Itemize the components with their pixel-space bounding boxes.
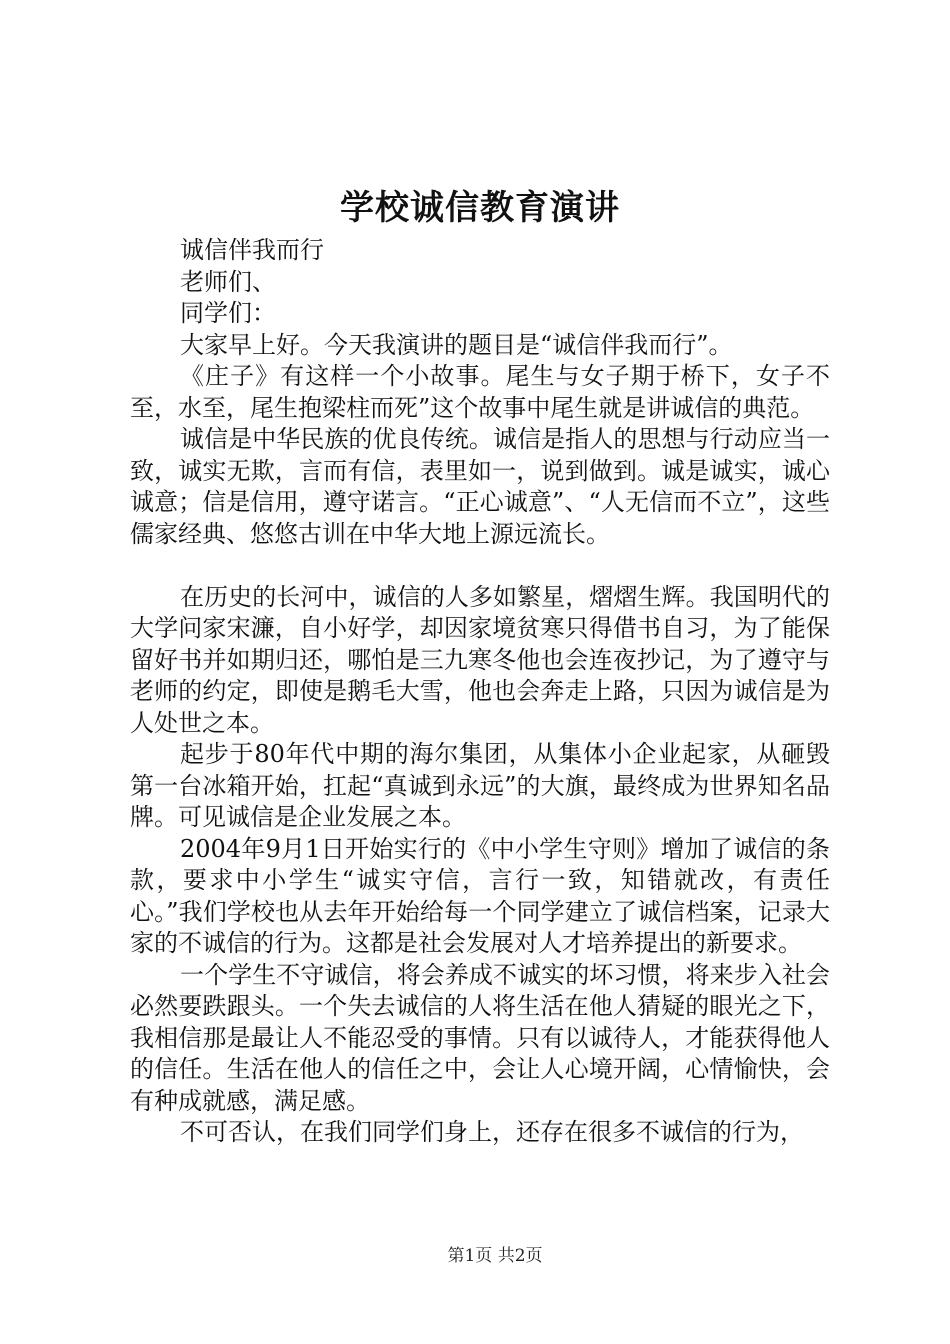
salutation-teachers: 老师们、	[180, 267, 276, 296]
paragraph-greeting: 大家早上好。今天我演讲的题目是“诚信伴我而行”。	[180, 330, 733, 359]
paragraph-tradition: 诚信是中华民族的优良传统。诚信是指人的思想与行动应当一致，诚实无欺，言而有信，表里如一，说到做到。诚是诚实，诚心诚意；信是信用，遵守诺言。“正心诚意”、“人无信而不立”，这些儒家经典、悠悠古训在中华大地上源远流长。	[130, 425, 830, 548]
speech-subtitle: 诚信伴我而行	[180, 236, 324, 264]
page-number-footer: 第1页 共2页	[447, 1246, 543, 1266]
paragraph-student-honesty: 一个学生不守诚信，将会养成不诚实的坏习惯，将来步入社会必然要跌跟头。一个失去诚信的人将生活在他人猜疑的眼光之下，我相信那是最让人不能忍受的事情。只有以诚待人，才能获得他人的信任。生活在他人的信任之中，会让人心境开阔，心情愉快，会有种成就感，满足感。	[130, 960, 830, 1115]
paragraph-history: 在历史的长河中，诚信的人多如繁星，熠熠生辉。我国明代的大学问家宋濂，自小好学，却因家境贫寒只得借书自习，为了能保留好书并如期归还，哪怕是三九寒冬他也会连夜抄记，为了遵守与老师的约定，即使是鹅毛大雪，他也会奔走上路，只因为诚信是为人处世之本。	[130, 582, 830, 737]
document-title: 学校诚信教育演讲	[340, 188, 620, 228]
paragraph-haier: 起步于80年代中期的海尔集团，从集体小企业起家，从砸毁第一台冰箱开始，扛起“真诚到永远”的大旗，最终成为世界知名品牌。可见诚信是企业发展之本。	[130, 740, 830, 831]
salutation-students: 同学们：	[180, 299, 276, 327]
document-body	[130, 235, 830, 1149]
paragraph-zhuangzi: 《庄子》有这样一个小故事。尾生与女子期于桥下，女子不至，水至，尾生抱梁柱而死”这个故事中尾生就是讲诚信的典范。	[130, 362, 830, 422]
paragraph-undeniable: 不可否认，在我们同学们身上，还存在很多不诚信的行为，	[180, 1118, 804, 1146]
paragraph-code-of-conduct: 2004年9月1日开始实行的《中小学生守则》增加了诚信的条款，要求中小学生“诚实守信，言行一致，知错就改，有责任心。”我们学校也从去年开始给每一个同学建立了诚信档案，记录大家的不诚信的行为。这都是社会发展对人才培养提出的新要求。	[130, 834, 830, 957]
